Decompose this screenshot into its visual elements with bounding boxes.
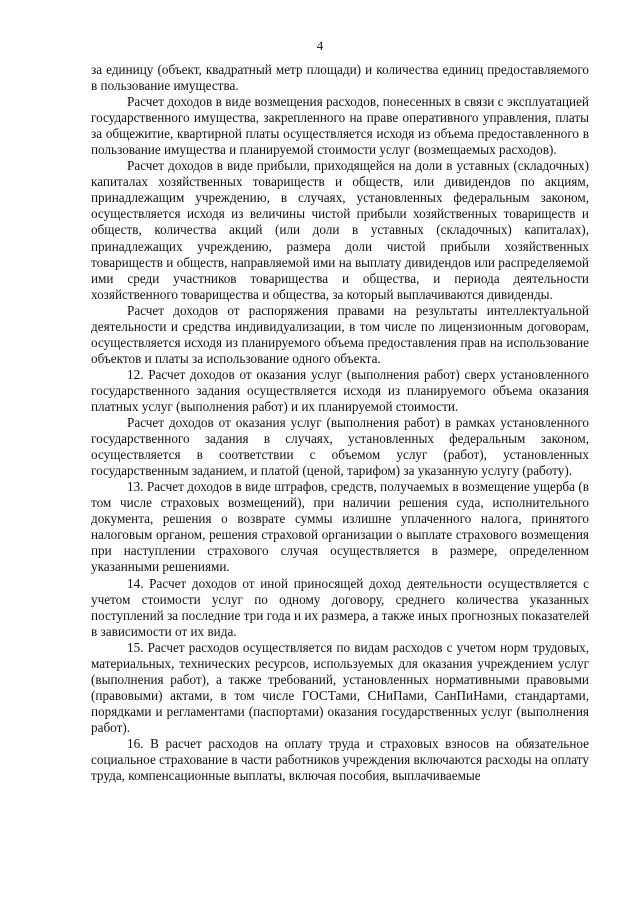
paragraph-dividends: Расчет доходов в виде прибыли, приходящейся на доли в уставных (складочных) капиталах хозяйственных товариществ и обществ, или дивидендов по акциям, принадлежащим учреждению, в случаях, установленных федеральным законом, осуществляется исходя из величины чистой прибыли хозяйственных товариществ и обществ, количества акций (или доли в уставных (складочных) капиталах), принадлежащих учреждению, размера доли чистой прибыли хозяйственных товариществ и обществ, направляемой ими на выплату дивидендов или распределяемой ими среди участников товарищества и общества, и периода деятельности хозяйственного товарищества и общества, за который выплачиваются дивиденды. bbox=[91, 158, 589, 302]
paragraph-item-16: 16. В расчет расходов на оплату труда и страховых взносов на обязательное социальное страхование в части работников учреждения включаются расходы на оплату труда, компенсационные выплаты, включая пособия, выплачиваемые bbox=[91, 735, 589, 784]
paragraph-item-14: 14. Расчет доходов от иной приносящей доход деятельности осуществляется с учетом стоимости услуг по одному договору, среднего количества указанных поступлений за последние три года и их размера, а также иных прогнозных показателей в зависимости от их вида. bbox=[91, 575, 589, 639]
page-number: 4 bbox=[316, 38, 324, 53]
paragraph-expense-reimbursement: Расчет доходов в виде возмещения расходов, понесенных в связи с эксплуатацией государственного имущества, закрепленного на праве оперативного управления, платы за общежитие, квартирной платы осуществляется исходя из объема предоставленного в пользование имущества и планируемой стоимости услуг (возмещаемых расходов). bbox=[91, 94, 589, 158]
paragraph-item-13: 13. Расчет доходов в виде штрафов, средств, получаемых в возмещение ущерба (в том числе страховых возмещений), при наличии решения суда, исполнительного документа, решения о возврате суммы излишне уплаченного налога, принятого налоговым органом, решения страховой организации о выплате страхового возмещения при наступлении страхового случая осуществляется в размере, определенном указанными решениями. bbox=[91, 479, 589, 575]
paragraph-item-15: 15. Расчет расходов осуществляется по видам расходов с учетом норм трудовых, материальных, технических ресурсов, используемых для оказания учреждением услуг (выполнения работ), а также требований, установленных нормативными правовыми (правовыми) актами, в том числе ГОСТами, СНиПами, СанПиНами, стандартами, порядками и регламентами (паспортами) оказания государственных услуг (выполнения работ). bbox=[91, 639, 589, 735]
paragraph-intellectual-property: Расчет доходов от распоряжения правами на результаты интеллектуальной деятельности и средства индивидуализации, в том числе по лицензионным договорам, осуществляется исходя из планируемого объема предоставления прав на использование объектов и платы за использование одного объекта. bbox=[91, 302, 589, 366]
paragraph-item-12: 12. Расчет доходов от оказания услуг (выполнения работ) сверх установленного государственного задания осуществляется исходя из планируемого объема оказания платных услуг (выполнения работ) и их планируемой стоимости. bbox=[91, 366, 589, 414]
document-body bbox=[91, 62, 589, 784]
paragraph-continuation: за единицу (объект, квадратный метр площади) и количества единиц предоставляемого в пользование имущества. bbox=[91, 62, 589, 94]
paragraph-state-assignment: Расчет доходов от оказания услуг (выполнения работ) в рамках установленного государственного задания в случаях, установленных федеральным законом, осуществляется в соответствии с объемом услуг (работ), установленных государственным заданием, и платой (ценой, тарифом) за указанную услугу (работу). bbox=[91, 415, 589, 479]
